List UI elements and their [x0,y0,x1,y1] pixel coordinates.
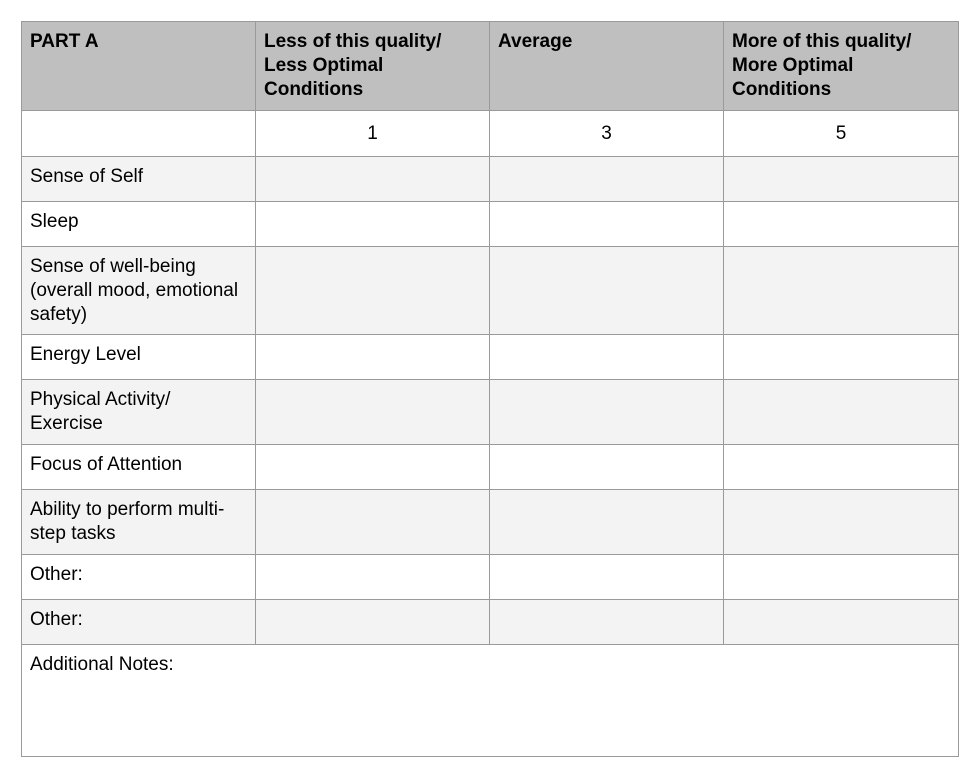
row-label: Other: [22,555,256,600]
rating-cell-low[interactable] [256,380,490,445]
rating-cell-high[interactable] [724,600,959,645]
scale-row [22,111,959,157]
row-label: Focus of Attention [22,445,256,490]
rating-cell-high[interactable] [724,335,959,380]
rating-cell-mid[interactable] [490,380,724,445]
row-label: Energy Level [22,335,256,380]
rating-cell-mid[interactable] [490,202,724,247]
rating-cell-mid[interactable] [490,555,724,600]
rating-cell-high[interactable] [724,202,959,247]
table-row [22,555,959,600]
scale-value-low: 1 [256,111,490,157]
rating-cell-mid[interactable] [490,335,724,380]
notes-row [22,645,959,757]
table-row [22,380,959,445]
header-average: Average [490,22,724,111]
rating-cell-high[interactable] [724,247,959,335]
rating-cell-low[interactable] [256,600,490,645]
rating-cell-low[interactable] [256,247,490,335]
rating-cell-high[interactable] [724,445,959,490]
rating-cell-mid[interactable] [490,445,724,490]
table-row [22,157,959,202]
rating-cell-high[interactable] [724,555,959,600]
rating-cell-high[interactable] [724,157,959,202]
row-label: Sense of Self [22,157,256,202]
header-less-optimal: Less of this quality/ Less Optimal Conditions [256,22,490,111]
rating-cell-mid[interactable] [490,157,724,202]
rating-cell-high[interactable] [724,380,959,445]
row-label: Physical Activity/ Exercise [22,380,256,445]
additional-notes-label: Additional Notes: [30,654,174,675]
row-label: Ability to perform multi-step tasks [22,490,256,555]
row-label: Other: [22,600,256,645]
rating-cell-low[interactable] [256,157,490,202]
table-row [22,247,959,335]
rating-cell-low[interactable] [256,335,490,380]
rating-cell-mid[interactable] [490,247,724,335]
scale-value-mid: 3 [490,111,724,157]
header-more-optimal: More of this quality/ More Optimal Conditions [724,22,959,111]
scale-empty-cell [22,111,256,157]
rating-cell-mid[interactable] [490,600,724,645]
rating-cell-high[interactable] [724,490,959,555]
scale-value-high: 5 [724,111,959,157]
table-row [22,600,959,645]
additional-notes-field[interactable] [22,645,959,757]
row-label: Sense of well-being (overall mood, emotional safety) [22,247,256,335]
row-label: Sleep [22,202,256,247]
rating-cell-mid[interactable] [490,490,724,555]
table-row [22,202,959,247]
part-a-rating-table [21,21,959,757]
rating-cell-low[interactable] [256,445,490,490]
header-part-a: PART A [22,22,256,111]
table-row [22,490,959,555]
rating-cell-low[interactable] [256,202,490,247]
header-row [22,22,959,111]
rating-cell-low[interactable] [256,490,490,555]
rating-cell-low[interactable] [256,555,490,600]
table-row [22,335,959,380]
table-row [22,445,959,490]
